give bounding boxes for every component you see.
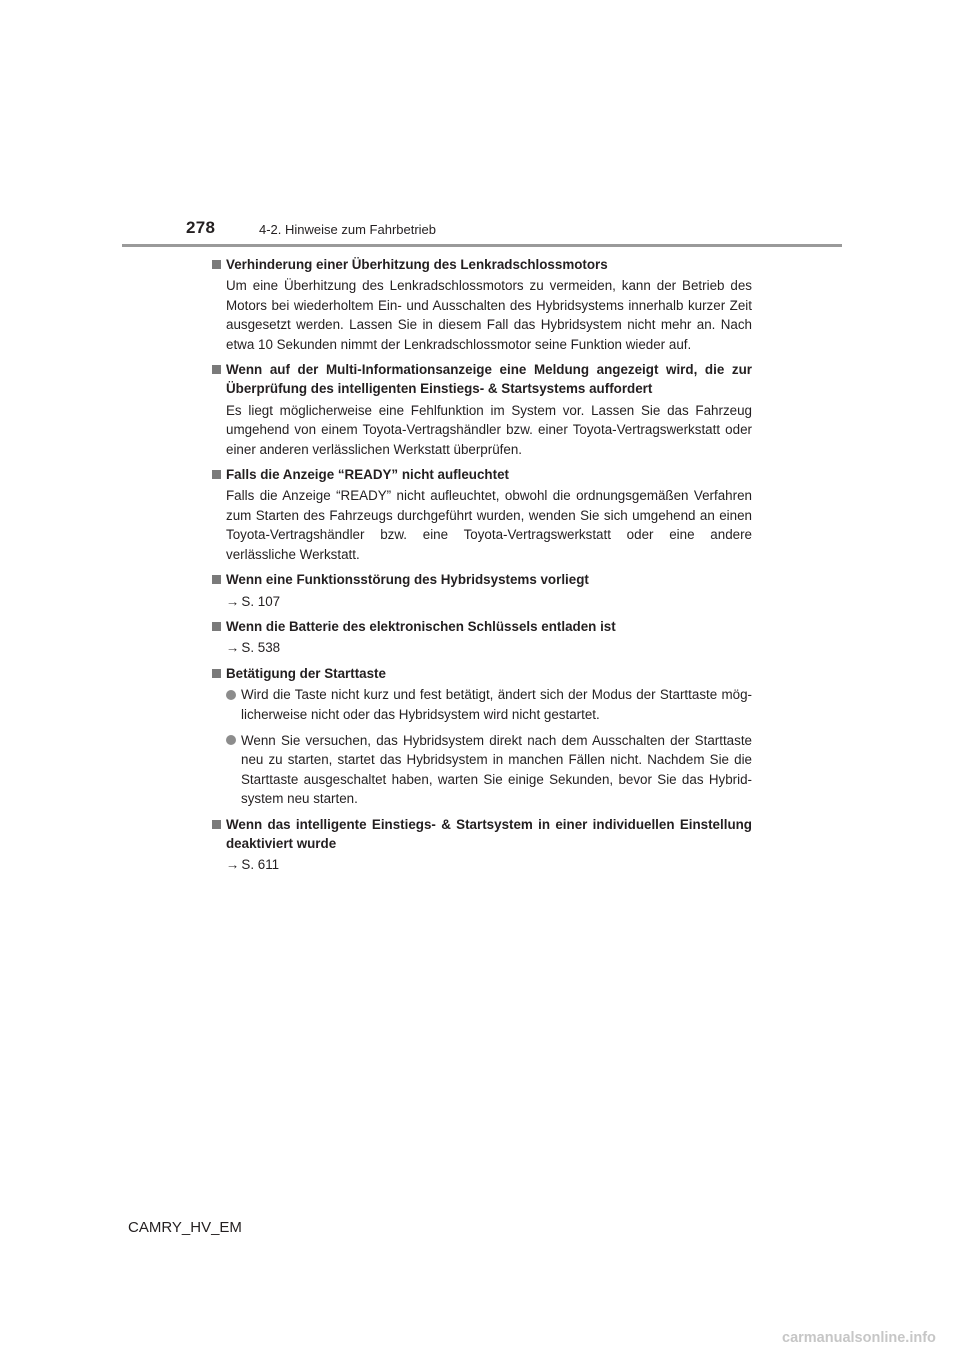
- list-item-text: Wenn Sie versuchen, das Hybridsystem direkt nach dem Ausschalten der Starttaste neu zu starten, startet das Hybridsystem in manchen Fällen nicht. Nachdem Sie die Starttaste ausgeschaltet haben, warten Sie einige Sekunden, bevor Sie das Hybrid-system neu starten.: [241, 732, 752, 807]
- circle-bullet-icon: [226, 735, 236, 745]
- square-bullet-icon: [212, 260, 221, 269]
- content-body: [211, 255, 752, 875]
- square-bullet-icon: [212, 669, 221, 678]
- page-reference[interactable]: [211, 855, 752, 874]
- section-text: Um eine Überhitzung des Lenkradschlossmotors zu vermeiden, kann der Betrieb des Motors bei wiederholtem Ein- und Ausschalten des Hybridsystems innerhalb kurzer Zeit ausgesetzt werden. Lassen Sie in diesem Fall das Hybridsystem nicht mehr an. Nach etwa 10 Sekunden nimmt der Lenkradschlossmotor seine Funktion wieder auf.: [226, 278, 752, 352]
- list-item: [211, 685, 752, 724]
- heading-text: Verhinderung einer Überhitzung des Lenkradschlossmotors: [226, 257, 608, 272]
- heading-text: Wenn die Batterie des elektronischen Schlüssels entladen ist: [226, 618, 616, 634]
- heading-text: Wenn das intelligente Einstiegs- & Startsystem in einer individuellen Einstellung deaktiviert wurde: [226, 816, 752, 851]
- footer-model-code: CAMRY_HV_EM: [128, 1219, 242, 1236]
- square-bullet-icon: [212, 820, 221, 829]
- arrow-right-icon: →: [226, 857, 240, 873]
- list-item: [211, 731, 752, 809]
- arrow-right-icon: →: [226, 640, 240, 656]
- section-heading: [211, 664, 752, 683]
- square-bullet-icon: [212, 622, 221, 631]
- section-heading: [211, 360, 752, 399]
- section-heading: [211, 255, 752, 274]
- section-heading: [211, 570, 752, 589]
- page-reference[interactable]: [211, 638, 752, 657]
- heading-text: Falls die Anzeige “READY” nicht aufleuchtet: [226, 467, 509, 483]
- page-reference[interactable]: [211, 592, 752, 611]
- square-bullet-icon: [212, 575, 221, 584]
- page-reference-text[interactable]: S. 538: [241, 640, 281, 656]
- circle-bullet-icon: [226, 690, 236, 700]
- list-item-text: Wird die Taste nicht kurz und fest betätigt, ändert sich der Modus der Starttaste mög-licherweise nicht oder das Hybridsystem wird nicht gestartet.: [241, 687, 752, 722]
- watermark: carmanualsonline.info: [782, 1330, 936, 1346]
- section-heading: [211, 815, 752, 854]
- page-number: 278: [186, 218, 216, 237]
- heading-text: Wenn eine Funktionsstörung des Hybridsystems vorliegt: [226, 572, 589, 588]
- section-text: Es liegt möglicherweise eine Fehlfunktion im System vor. Lassen Sie das Fahrzeug umgehend von einem Toyota-Vertragshändler bzw. einer Toyota-Vertragswerkstatt oder einer anderen verlässlichen Werkstatt überprüfen.: [226, 402, 752, 457]
- section-text: Falls die Anzeige “READY” nicht aufleuchtet, obwohl die ordnungsgemäßen Verfahren zum Starten des Fahrzeugs durchgeführt wurden, wenden Sie sich umgehend an einen Toyota-Vertragshändler bzw. eine Toyota-Vertragswerkstatt oder eine andere verlässliche Werkstatt.: [226, 488, 752, 562]
- heading-text: Betätigung der Starttaste: [226, 665, 386, 681]
- section-title: 4-2. Hinweise zum Fahrbetrieb: [259, 222, 437, 237]
- section-heading: [211, 617, 752, 636]
- square-bullet-icon: [212, 470, 221, 479]
- header-rule: [122, 244, 842, 247]
- square-bullet-icon: [212, 365, 221, 374]
- page-reference-text[interactable]: S. 611: [241, 857, 280, 873]
- page-reference-text[interactable]: S. 107: [241, 593, 281, 609]
- heading-text: Wenn auf der Multi-Informationsanzeige eine Meldung angezeigt wird, die zur Überprüfung des intelligenten Einstiegs- & Startsystems auffordert: [226, 362, 752, 397]
- arrow-right-icon: →: [226, 593, 240, 609]
- section-heading: [211, 465, 752, 484]
